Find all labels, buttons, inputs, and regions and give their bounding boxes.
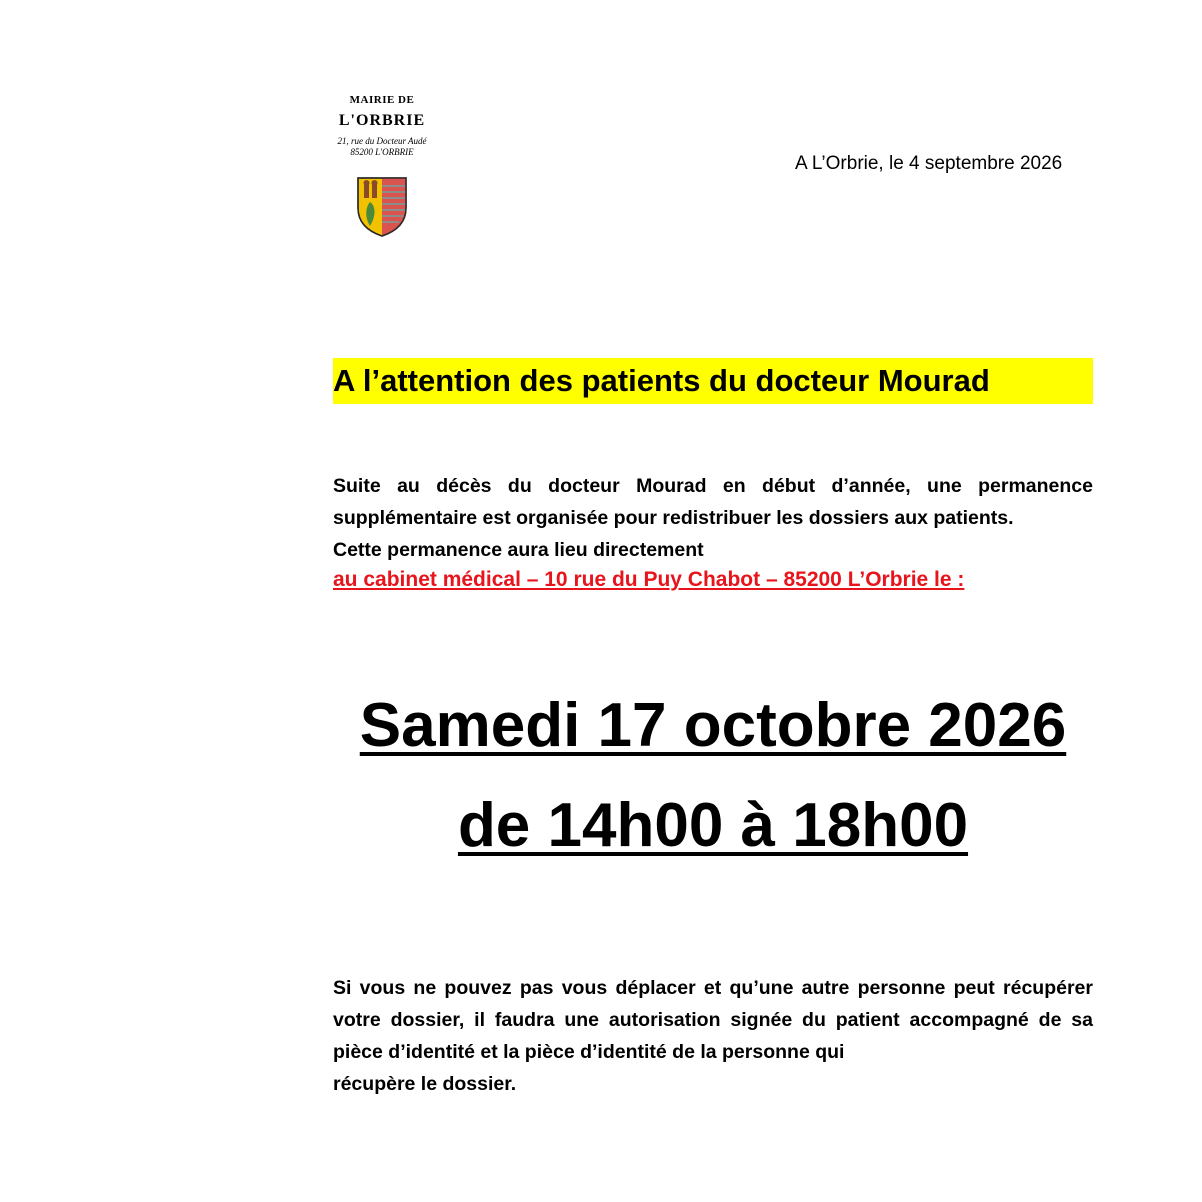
- letterhead-street: 21, rue du Docteur Audé: [337, 136, 427, 146]
- letterhead-town: L'ORBRIE: [338, 112, 426, 129]
- intro-paragraph-last-line: Cette permanence aura lieu directement: [333, 539, 704, 561]
- letterhead: [318, 90, 446, 158]
- coat-of-arms-icon: [356, 176, 408, 238]
- letterhead-address: [318, 136, 446, 158]
- authorization-paragraph-text: Si vous ne pouvez pas vous déplacer et qu’une autre personne peut récupérer votre dossier, il faudra une autorisation signée du patient accompagné de sa pièce d’identité et la pièce d’identité de la personne qui: [333, 977, 1093, 1063]
- event-date: Samedi 17 octobre 2026: [359, 691, 1067, 760]
- cabinet-address: au cabinet médical – 10 rue du Puy Chabot – 85200 L’Orbrie le :: [333, 568, 965, 591]
- intro-paragraph-text: Suite au décès du docteur Mourad en début d’année, une permanence supplémentaire est organisée pour redistribuer les dossiers aux patients.: [333, 475, 1093, 529]
- intro-paragraph: [333, 470, 1093, 566]
- authorization-paragraph-last-line: récupère le dossier.: [333, 1073, 517, 1095]
- letterhead-title: MAIRIE DE: [349, 94, 415, 106]
- letter-date: A L’Orbrie, le 4 septembre 2026: [795, 153, 1063, 174]
- letterhead-postcode: 85200 L'ORBRIE: [350, 147, 414, 157]
- headline: A l’attention des patients du docteur Mourad: [333, 358, 1093, 404]
- authorization-paragraph: [333, 972, 1093, 1100]
- event-time: de 14h00 à 18h00: [457, 791, 969, 860]
